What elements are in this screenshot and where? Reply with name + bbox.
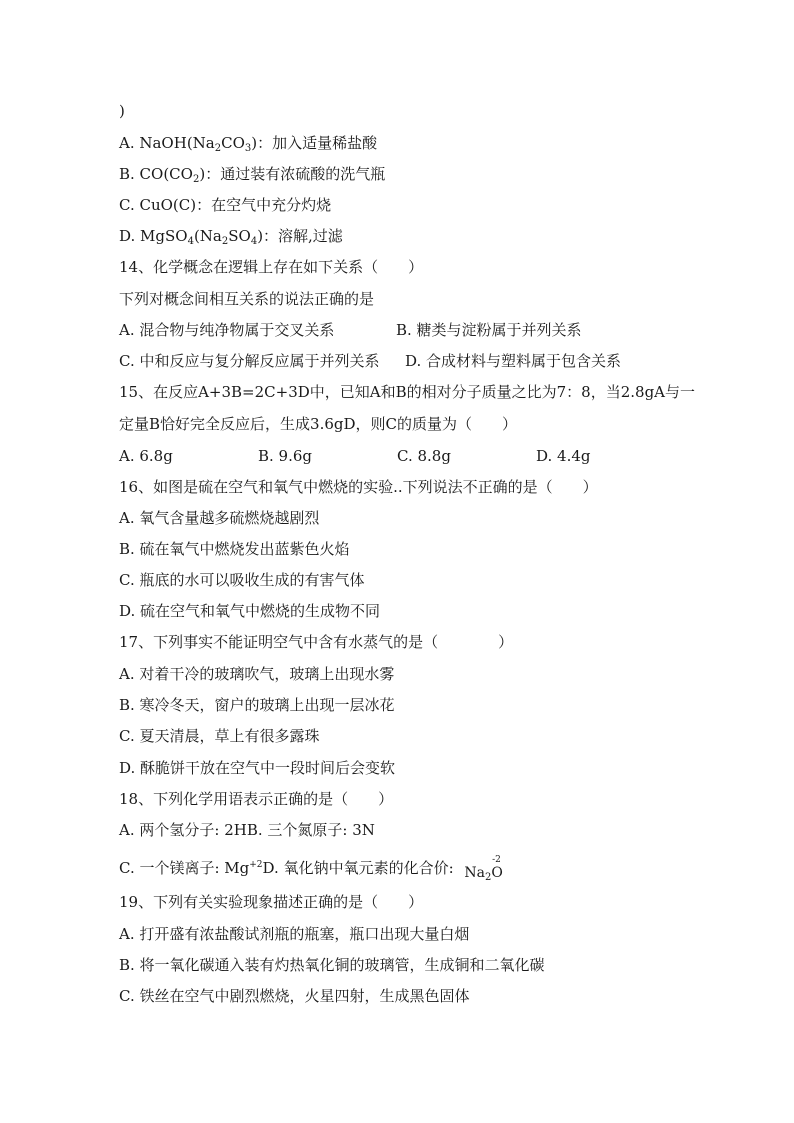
- subscript: 3: [244, 143, 252, 154]
- q16-option-c: C. 瓶底的水可以吸收生成的有害气体: [119, 571, 365, 589]
- q15-stem: 15、在反应A+3B=2C+3D中，已知A和B的相对分子质量之比为7：8，当2.8gA与一: [119, 383, 696, 401]
- text: D. MgSO: [119, 227, 188, 245]
- q14-options-ab: [119, 320, 582, 340]
- text: C. 一个镁离子: Mg: [119, 859, 250, 877]
- subscript: 2: [485, 872, 492, 883]
- text: )：通过装有浓硫酸的洗气瓶: [199, 165, 386, 183]
- q19-option-a: A. 打开盛有浓盐酸试剂瓶的瓶塞，瓶口出现大量白烟: [119, 925, 470, 943]
- q14-stem-2: 下列对概念间相互关系的说法正确的是: [119, 290, 375, 308]
- superscript: +2: [249, 860, 263, 870]
- q17-option-a: A. 对着干冷的玻璃吹气，玻璃上出现水雾: [119, 665, 395, 683]
- q19-option-c: C. 铁丝在空气中剧烈燃烧，火星四射，生成黑色固体: [119, 987, 470, 1005]
- q15-option-c: C. 8.8g: [397, 447, 451, 465]
- q17-option-c: C. 夏天清晨，草上有很多露珠: [119, 727, 320, 745]
- q18-stem: 18、下列化学用语表示正确的是（ ）: [119, 790, 394, 808]
- q13-option-b: [119, 164, 385, 184]
- q14-option-b: B. 糖类与淀粉属于并列关系: [396, 321, 582, 339]
- text: O: [491, 865, 503, 881]
- q16-option-b: B. 硫在氧气中燃烧发出蓝紫色火焰: [119, 540, 350, 558]
- text: (Na: [193, 227, 222, 245]
- q14-option-c: C. 中和反应与复分解反应属于并列关系: [119, 352, 380, 370]
- q17-option-d: D. 酥脆饼干放在空气中一段时间后会变软: [119, 759, 396, 777]
- q15-option-a: A. 6.8g: [119, 447, 173, 465]
- q13-option-a: [119, 133, 377, 153]
- subscript: 2: [221, 236, 229, 247]
- na2o-formula: [464, 855, 503, 883]
- text: CO: [221, 134, 245, 152]
- q15-options: [119, 446, 591, 466]
- text: )：加入适量稀盐酸: [251, 134, 378, 152]
- q13-option-d: [119, 226, 343, 246]
- text: A. NaOH(Na: [119, 134, 215, 152]
- subscript: 4: [187, 236, 194, 247]
- q16-option-d: D. 硫在空气和氧气中燃烧的生成物不同: [119, 602, 381, 620]
- text: )：溶解,过滤: [257, 227, 343, 245]
- subscript: 4: [250, 236, 258, 247]
- q18-options-cd: [119, 855, 503, 883]
- valence: -2: [492, 855, 501, 865]
- q15-option-b: B. 9.6g: [258, 447, 313, 465]
- subscript: 2: [214, 143, 222, 154]
- subscript: 2: [192, 174, 200, 185]
- q16-option-a: A. 氧气含量越多硫燃烧越剧烈: [119, 509, 320, 527]
- q13-option-c: C. CuO(C)：在空气中充分灼烧: [119, 196, 332, 214]
- q14-option-a: A. 混合物与纯净物属于交叉关系: [119, 321, 335, 339]
- q19-option-b: B. 将一氧化碳通入装有灼热氧化铜的玻璃管，生成铜和二氧化碳: [119, 956, 545, 974]
- paren-close: ): [119, 102, 125, 120]
- q14-options-cd: [119, 351, 621, 371]
- q15-stem-2: 定量B恰好完全反应后，生成3.6gD，则C的质量为（ ）: [119, 415, 517, 433]
- q14-option-d: D. 合成材料与塑料属于包含关系: [405, 352, 622, 370]
- q16-stem: 16、如图是硫在空气和氧气中燃烧的实验..下列说法不正确的是（ ）: [119, 478, 598, 496]
- q14-stem: 14、化学概念在逻辑上存在如下关系（ ）: [119, 258, 424, 276]
- q17-option-b: B. 寒冷冬天，窗户的玻璃上出现一层冰花: [119, 696, 395, 714]
- text: B. CO(CO: [119, 165, 193, 183]
- text: SO: [228, 227, 251, 245]
- q15-option-d: D. 4.4g: [536, 447, 591, 465]
- q19-stem: 19、下列有关实验现象描述正确的是（ ）: [119, 893, 424, 911]
- text: Na: [464, 865, 486, 881]
- text: D. 氧化钠中氧元素的化合价:: [262, 859, 459, 877]
- q18-options-ab: A. 两个氢分子: 2HB. 三个氮原子: 3N: [119, 821, 375, 839]
- q17-stem: 17、下列事实不能证明空气中含有水蒸气的是（ ）: [119, 633, 514, 651]
